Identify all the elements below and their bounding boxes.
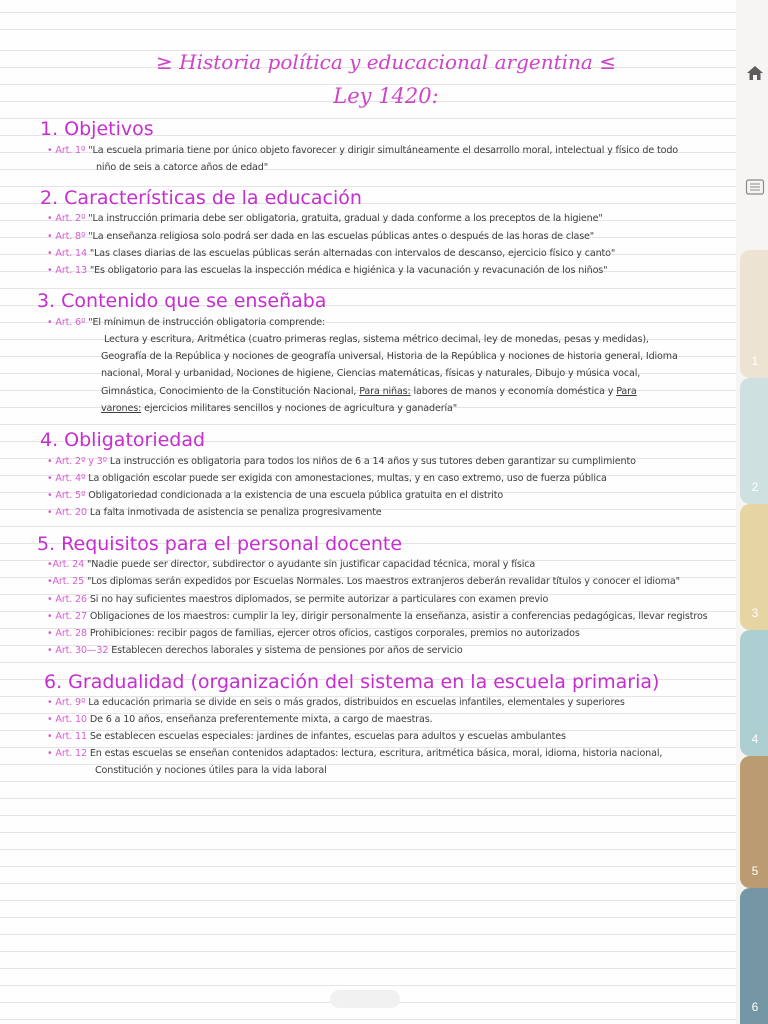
article-ref: • Art. 14: [47, 248, 87, 259]
list-item: [47, 625, 580, 642]
article-ref: • Art. 12: [47, 748, 87, 759]
article-ref: • Art. 20: [47, 507, 87, 518]
list-item: [47, 711, 433, 728]
article-text: "Las clases diarias de las escuelas públicas serán alternadas con intervalos de descanso, ejercicio físico y canto": [86, 248, 616, 259]
list-item: [47, 728, 566, 745]
tab-label: 4: [751, 732, 759, 746]
article-text: La instrucción es obligatoria para todos los niños de 6 a 14 años y sus tutores deben garantizar su cumplimiento: [107, 456, 636, 467]
list-item: [95, 762, 327, 779]
section-heading-requisitos: 5. Requisitos para el personal docente: [37, 533, 403, 555]
article-ref: •Art. 25: [47, 576, 85, 587]
list-item: [47, 487, 503, 504]
underlined-text: varones:: [101, 403, 142, 414]
article-ref: • Art. 2º: [47, 213, 86, 224]
article-text: Se establecen escuelas especiales: jardines de infantes, escuelas para adultos y escuelas ambulantes: [86, 731, 566, 742]
list-item: [47, 245, 615, 262]
tab-1[interactable]: [740, 250, 768, 378]
list-item: [101, 400, 457, 417]
list-item: [47, 262, 607, 279]
article-text: "El mínimun de instrucción obligatoria comprende:: [85, 317, 326, 328]
article-text: "Los diplomas serán expedidos por Escuelas Normales. Los maestros extranjeros deberán revalidar títulos y conocer el idioma": [84, 576, 680, 587]
underlined-text: Para: [616, 386, 637, 397]
list-item: [101, 365, 640, 382]
article-text: En estas escuelas se enseñan contenidos adaptados: lectura, escritura, aritmética básica, moral, idioma, historia nacional,: [86, 748, 663, 759]
article-ref: • Art. 28: [47, 628, 87, 639]
article-ref: • Art. 4º: [47, 473, 86, 484]
article-ref: • Art. 9º: [47, 697, 86, 708]
section-heading-caracteristicas: 2. Características de la educación: [40, 187, 362, 209]
article-text: Obligaciones de los maestros: cumplir la ley, dirigir personalmente la enseñanza, asistir a conferencias pedagógicas, llevar registros: [86, 611, 708, 622]
title-deco-right: ≤: [599, 50, 616, 74]
page-smudge: [330, 990, 400, 1008]
article-ref: • Art. 1º: [47, 145, 86, 156]
list-item: [47, 453, 636, 470]
article-text: nacional, Moral y urbanidad, Nociones de higiene, Ciencias matemáticas, físicas y naturales, Dibujo y música vocal,: [101, 368, 641, 379]
article-ref: • Art. 13: [47, 265, 87, 276]
article-text: niño de seis a catorce años de edad": [96, 162, 268, 173]
list-item: [47, 504, 382, 521]
article-text: Gimnástica, Conocimiento de la Constitución Nacional,: [101, 386, 357, 397]
page-title: [0, 50, 768, 74]
article-ref: • Art. 10: [47, 714, 87, 725]
list-item: [47, 556, 535, 573]
article-text: La falta inmotivada de asistencia se penaliza progresivamente: [86, 507, 382, 518]
article-ref: • Art. 2º y 3º: [47, 456, 108, 467]
article-text: Si no hay suficientes maestros diplomados, se permite autorizar a particulares con examen previo: [86, 594, 549, 605]
list-item: [47, 314, 325, 331]
notebook-icon[interactable]: [745, 178, 765, 201]
article-text: ejercicios militares sencillos y nociones de agricultura y ganadería": [141, 403, 457, 414]
article-ref: • Art. 6º: [47, 317, 86, 328]
tab-label: 1: [751, 354, 759, 368]
tab-label: 6: [751, 1000, 759, 1014]
list-item: [47, 573, 680, 590]
article-text: "Nadie puede ser director, subdirector o ayudante sin justificar capacidad técnica, moral y física: [84, 559, 536, 570]
article-text: De 6 a 10 años, enseñanza preferentemente mixta, a cargo de maestras.: [86, 714, 433, 725]
section-heading-objetivos: 1. Objetivos: [40, 118, 154, 140]
article-ref: • Art. 11: [47, 731, 87, 742]
article-text: Obligatoriedad condicionada a la existencia de una escuela pública gratuita en el distrito: [85, 490, 504, 501]
article-text: Lectura y escritura, Aritmética (cuatro primeras reglas, sistema métrico decimal, ley de monedas, pesas y medidas),: [104, 334, 649, 345]
underlined-text: Para niñas:: [359, 386, 411, 397]
article-text: La obligación escolar puede ser exigida con amonestaciones, multas, y en caso extremo, uso de fuerza pública: [85, 473, 607, 484]
section-heading-gradualidad: 6. Gradualidad (organización del sistema en la escuela primaria): [44, 671, 660, 693]
list-item: [47, 608, 708, 625]
list-item: [47, 591, 548, 608]
article-text: labores de manos y economía doméstica y: [410, 386, 617, 397]
tab-5[interactable]: [740, 756, 768, 888]
section-heading-obligatoriedad: 4. Obligatoriedad: [40, 429, 206, 451]
list-item: [47, 694, 625, 711]
section-heading-contenido: 3. Contenido que se enseñaba: [37, 290, 327, 312]
tab-3[interactable]: [740, 504, 768, 630]
list-item: [47, 745, 662, 762]
article-ref: • Art. 30—32: [47, 645, 109, 656]
tab-2[interactable]: [740, 378, 768, 504]
tab-label: 3: [751, 606, 759, 620]
article-text: "La enseñanza religiosa solo podrá ser dada en las escuelas públicas antes o después de las horas de clase": [85, 231, 595, 242]
list-item: [47, 142, 678, 159]
list-item: [47, 470, 607, 487]
page-title-text: Historia política y educacional argentina: [179, 50, 593, 74]
article-ref: • Art. 8º: [47, 231, 86, 242]
list-item: [101, 348, 678, 365]
article-text: Prohibiciones: recibir pagos de familias, ejercer otros oficios, castigos corporales, premios no autorizados: [86, 628, 580, 639]
tab-4[interactable]: [740, 630, 768, 756]
article-text: "La escuela primaria tiene por único objeto favorecer y dirigir simultáneamente el desarrollo moral, intelectual y físico de todo: [85, 145, 678, 156]
article-text: Establecen derechos laborales y sistema de pensiones por años de servicio: [108, 645, 463, 656]
article-text: "Es obligatorio para las escuelas la inspección médica e higiénica y la vacunación y revacunación de los niños": [86, 265, 608, 276]
article-text: La educación primaria se divide en seis o más grados, distribuidos en escuelas infantiles, elementales y superiores: [85, 697, 625, 708]
article-ref: • Art. 5º: [47, 490, 86, 501]
article-text: Geografía de la República y nociones de geografía universal, Historia de la República y nociones de historia general, Idioma: [101, 351, 678, 362]
article-text: "La instrucción primaria debe ser obligatoria, gratuita, gradual y dada conforme a los preceptos de la higiene": [85, 213, 603, 224]
list-item: [104, 331, 649, 348]
list-item: [96, 159, 268, 176]
tab-label: 2: [751, 480, 759, 494]
list-item: [47, 228, 594, 245]
tab-6[interactable]: [740, 888, 768, 1024]
list-item: [47, 210, 603, 227]
article-ref: • Art. 27: [47, 611, 87, 622]
article-ref: •Art. 24: [47, 559, 85, 570]
title-deco-left: ≥: [156, 50, 173, 74]
article-ref: • Art. 26: [47, 594, 87, 605]
list-item: [47, 642, 463, 659]
tab-label: 5: [751, 864, 759, 878]
list-item: [101, 383, 637, 400]
page-subtitle: Ley 1420:: [333, 84, 439, 108]
article-text: Constitución y nociones útiles para la vida laboral: [95, 765, 327, 776]
home-icon[interactable]: [746, 64, 764, 87]
